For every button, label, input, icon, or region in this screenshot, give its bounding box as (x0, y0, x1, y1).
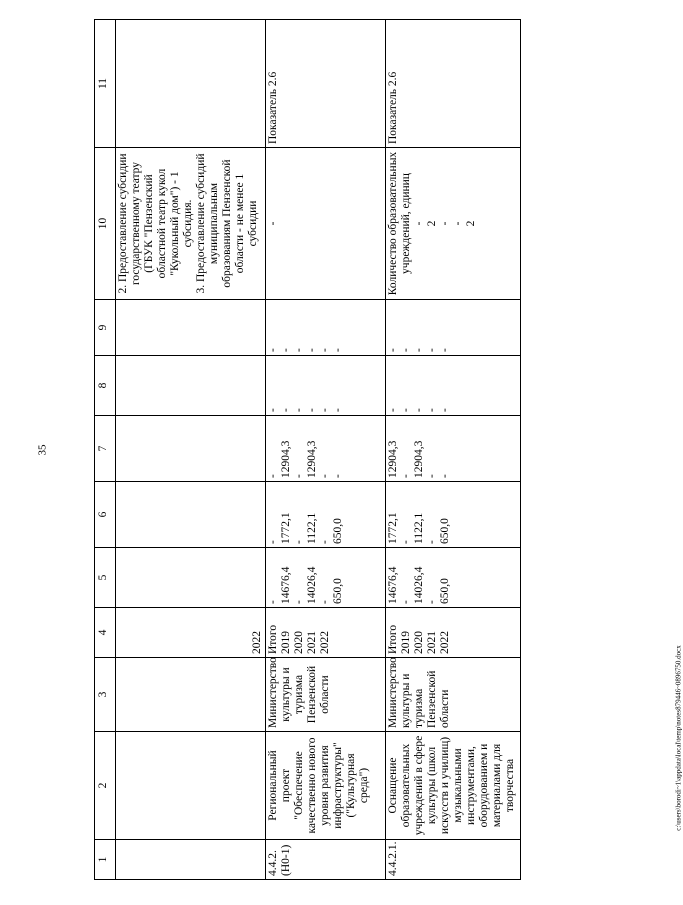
row-col5 (266, 548, 386, 608)
row-col7 (266, 416, 386, 482)
value-cell: - (306, 348, 318, 352)
value-cell: - (439, 221, 451, 226)
value-cell: - (332, 408, 344, 412)
value-cell: - (400, 408, 412, 412)
value-cell: - (426, 474, 438, 478)
row-executor: Министерство культуры и туризма Пензенской области (386, 658, 521, 732)
value-cell: - (400, 540, 412, 544)
header-cell: 8 (95, 356, 116, 416)
value-cell: - (439, 474, 451, 478)
value-cell: 1772,1 (387, 512, 399, 544)
value-cell: - (387, 348, 399, 352)
value-cell: - (426, 540, 438, 544)
value-cell: - (293, 540, 305, 544)
value-cell: - (452, 221, 464, 226)
row-number: 4.4.2.1. (386, 840, 521, 880)
value-cell: 1122,1 (306, 512, 318, 544)
value-cell: 650,0 (439, 518, 451, 544)
value-cell: - (413, 221, 425, 226)
year-cell: Итого (267, 624, 279, 654)
row-years (386, 608, 521, 658)
value-cell: - (293, 600, 305, 604)
value-cell: - (306, 408, 318, 412)
value-cell: - (387, 408, 399, 412)
year-cell: 2021 (306, 631, 318, 654)
row-col8 (266, 356, 386, 416)
value-cell: - (280, 408, 292, 412)
value-cell: - (413, 408, 425, 412)
table-row (266, 20, 386, 880)
continuation-description: 2. Предоставление субсидии государственному театру (ГБУК "Пензенский областной театр кукол "Кукольный дом") - 1 субсидия. 3. Предоставление субсидий муниципальным образованиям Пензенской области - не менее 1 субсидии (116, 148, 266, 300)
row-col5 (386, 548, 521, 608)
value-cell: - (319, 474, 331, 478)
row-col6 (386, 482, 521, 548)
year-cell: 2022 (319, 631, 331, 654)
value-cell: - (439, 408, 451, 412)
header-cell: 5 (95, 548, 116, 608)
row-number: 4.4.2. (Н0-1) (266, 840, 386, 880)
value-cell: - (426, 600, 438, 604)
value-cell: 12904,3 (306, 440, 318, 478)
header-cell: 9 (95, 300, 116, 356)
value-cell: 650,0 (439, 578, 451, 604)
row-years (266, 608, 386, 658)
year-cell: 2021 (426, 631, 438, 654)
value-cell: 2 (426, 220, 438, 227)
header-cell: 7 (95, 416, 116, 482)
continuation-year: 2022 (116, 608, 266, 658)
header-row (95, 20, 116, 880)
header-cell: 4 (95, 608, 116, 658)
row-indicator: Показатель 2.6 (386, 20, 521, 148)
value-cell: 14676,4 (387, 566, 399, 604)
footer-file-path: c:\users\borodi~1\appdata\local\temp\notes879446~0896750.docx (674, 645, 683, 831)
value-cell: - (426, 408, 438, 412)
row-name: Региональный проект "Обеспечение качественно нового уровня развития инфраструктуры" ("Культурная среда") (266, 732, 386, 840)
value-cell: - (319, 600, 331, 604)
value-cell: - (267, 348, 279, 352)
value-cell: - (400, 474, 412, 478)
value-cell: - (319, 348, 331, 352)
value-cell: 14026,4 (306, 566, 318, 604)
value-cell: - (267, 408, 279, 412)
row-col6 (266, 482, 386, 548)
table-row (386, 20, 521, 880)
value-cell: - (280, 348, 292, 352)
value-cell: 650,0 (332, 518, 344, 544)
value-cell: - (267, 474, 279, 478)
value-cell: 12904,3 (280, 440, 292, 478)
year-cell: 2019 (280, 631, 292, 654)
value-cell: 1772,1 (280, 512, 292, 544)
value-cell: - (267, 540, 279, 544)
year-cell: 2020 (413, 631, 425, 654)
header-cell: 3 (95, 658, 116, 732)
value-cell: - (319, 408, 331, 412)
value-cell: 12904,3 (387, 440, 399, 478)
row-col10 (386, 148, 521, 300)
page-number: 35 (36, 444, 49, 456)
value-cell: 12904,3 (413, 440, 425, 478)
value-cell: 650,0 (332, 578, 344, 604)
value-cell: - (332, 474, 344, 478)
value-cell: - (400, 600, 412, 604)
header-cell: 1 (95, 840, 116, 880)
header-cell: 2 (95, 732, 116, 840)
value-cell: 14676,4 (280, 566, 292, 604)
header-cell: 11 (95, 20, 116, 148)
program-table (94, 19, 521, 880)
continuation-row (116, 20, 266, 880)
year-cell: Итого (387, 624, 399, 654)
row-col7 (386, 416, 521, 482)
indicator-label: Количество образовательных учреждений, единиц (387, 151, 412, 296)
row-col9 (266, 300, 386, 356)
rotated-table-container (94, 20, 584, 880)
year-cell: 2020 (293, 631, 305, 654)
year-cell: 2019 (400, 631, 412, 654)
header-cell: 10 (95, 148, 116, 300)
value-cell: - (413, 348, 425, 352)
value-cell: - (332, 348, 344, 352)
value-cell: - (439, 348, 451, 352)
year-cell: 2022 (439, 631, 451, 654)
value-cell: - (293, 474, 305, 478)
row-col8 (386, 356, 521, 416)
value-cell: - (293, 348, 305, 352)
value-cell: - (426, 348, 438, 352)
row-name: Оснащение образовательных учреждений в сфере культуры (школ искусств и училищ) музыкальными инструментами, оборудованием и материалами для творчества (386, 732, 521, 840)
row-indicator: Показатель 2.6 (266, 20, 386, 148)
value-cell: - (400, 348, 412, 352)
row-col9 (386, 300, 521, 356)
value-cell: 1122,1 (413, 512, 425, 544)
value-cell: 14026,4 (413, 566, 425, 604)
header-cell: 6 (95, 482, 116, 548)
row-col10: - (266, 148, 386, 300)
row-executor: Министерство культуры и туризма Пензенской области (266, 658, 386, 732)
value-cell: - (293, 408, 305, 412)
value-cell: 2 (465, 220, 477, 227)
value-cell: - (267, 600, 279, 604)
value-cell: - (319, 540, 331, 544)
